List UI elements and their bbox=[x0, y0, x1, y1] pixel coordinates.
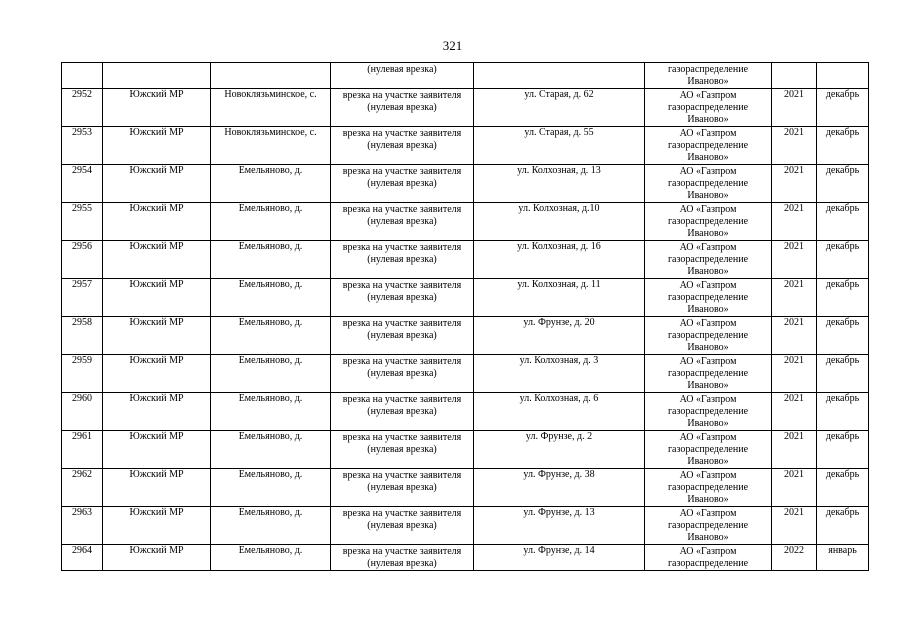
cell-number: 2952 bbox=[62, 89, 103, 127]
organization-line: газораспределение bbox=[667, 178, 749, 189]
cell-settlement: Емельяново, д. bbox=[211, 469, 331, 507]
organization-line: газораспределение bbox=[667, 102, 749, 113]
organization-line: Иваново» bbox=[687, 494, 729, 505]
cell-month: декабрь bbox=[817, 469, 869, 507]
table-row bbox=[62, 469, 869, 507]
organization-line: газораспределение bbox=[667, 558, 749, 569]
organization-line: Иваново» bbox=[687, 456, 729, 467]
cell-organization bbox=[645, 355, 772, 393]
cell-district: Южский МР bbox=[103, 165, 211, 203]
cell-settlement: Емельяново, д. bbox=[211, 355, 331, 393]
cell-district: Южский МР bbox=[103, 469, 211, 507]
table-body bbox=[62, 63, 869, 571]
cell-district: Южский МР bbox=[103, 279, 211, 317]
cell-work-type bbox=[331, 127, 474, 165]
cell-year: 2022 bbox=[772, 545, 817, 571]
cell-work-type bbox=[331, 507, 474, 545]
work-type-line: (нулевая врезка) bbox=[367, 520, 437, 531]
cell-number: 2958 bbox=[62, 317, 103, 355]
cell-organization bbox=[645, 545, 772, 571]
table-row bbox=[62, 545, 869, 571]
organization-line: Иваново» bbox=[687, 152, 729, 163]
cell-work-type bbox=[331, 431, 474, 469]
table-row bbox=[62, 431, 869, 469]
table-row-continuation bbox=[62, 63, 869, 89]
cell-year: 2021 bbox=[772, 317, 817, 355]
work-type-line: врезка на участке заявителя bbox=[342, 204, 462, 215]
cell-address: ул. Колхозная, д. 3 bbox=[474, 355, 645, 393]
cell-district: Южский МР bbox=[103, 355, 211, 393]
organization-line: газораспределение bbox=[667, 140, 749, 151]
organization-line: Иваново» bbox=[687, 532, 729, 543]
cell-month bbox=[817, 63, 869, 89]
cell-settlement: Емельяново, д. bbox=[211, 431, 331, 469]
cell-month: декабрь bbox=[817, 203, 869, 241]
cell-year: 2021 bbox=[772, 355, 817, 393]
table-row bbox=[62, 241, 869, 279]
table-row bbox=[62, 279, 869, 317]
cell-work-type bbox=[331, 355, 474, 393]
work-type-line: (нулевая врезка) bbox=[367, 444, 437, 455]
cell-number: 2957 bbox=[62, 279, 103, 317]
cell-district bbox=[103, 63, 211, 89]
cell-address: ул. Колхозная, д.10 bbox=[474, 203, 645, 241]
organization-line: АО «Газпром bbox=[679, 166, 737, 177]
table-row bbox=[62, 165, 869, 203]
organization-line: АО «Газпром bbox=[679, 394, 737, 405]
registry-table bbox=[61, 62, 869, 571]
work-type-line: врезка на участке заявителя bbox=[342, 128, 462, 139]
cell-work-type bbox=[331, 165, 474, 203]
cell-organization bbox=[645, 127, 772, 165]
organization-line: Иваново» bbox=[687, 266, 729, 277]
work-type-line: (нулевая врезка) bbox=[367, 178, 437, 189]
organization-line: Иваново» bbox=[687, 114, 729, 125]
cell-district: Южский МР bbox=[103, 127, 211, 165]
cell-settlement: Емельяново, д. bbox=[211, 317, 331, 355]
cell-organization bbox=[645, 279, 772, 317]
work-type-line: (нулевая врезка) bbox=[367, 254, 437, 265]
cell-settlement: Новоклязьминское, с. bbox=[211, 89, 331, 127]
cell-organization bbox=[645, 507, 772, 545]
cell-address: ул. Фрунзе, д. 2 bbox=[474, 431, 645, 469]
cell-work-type bbox=[331, 203, 474, 241]
cell-number: 2964 bbox=[62, 545, 103, 571]
cell-year: 2021 bbox=[772, 89, 817, 127]
work-type-line: врезка на участке заявителя bbox=[342, 280, 462, 291]
cell-month: декабрь bbox=[817, 127, 869, 165]
cell-year: 2021 bbox=[772, 469, 817, 507]
cell-address: ул. Колхозная, д. 6 bbox=[474, 393, 645, 431]
organization-line: газораспределение bbox=[667, 254, 749, 265]
cell-year: 2021 bbox=[772, 241, 817, 279]
cell-number: 2963 bbox=[62, 507, 103, 545]
cell-settlement: Емельяново, д. bbox=[211, 545, 331, 571]
cell-month: декабрь bbox=[817, 355, 869, 393]
cell-organization bbox=[645, 63, 772, 89]
work-type-line: врезка на участке заявителя bbox=[342, 318, 462, 329]
table-row bbox=[62, 127, 869, 165]
cell-year bbox=[772, 63, 817, 89]
cell-month: декабрь bbox=[817, 241, 869, 279]
organization-line: газораспределение bbox=[667, 64, 749, 75]
organization-line: газораспределение bbox=[667, 368, 749, 379]
organization-line: АО «Газпром bbox=[679, 280, 737, 291]
cell-number: 2962 bbox=[62, 469, 103, 507]
cell-number bbox=[62, 63, 103, 89]
organization-line: Иваново» bbox=[687, 76, 729, 87]
cell-work-type bbox=[331, 63, 474, 89]
cell-settlement: Новоклязьминское, с. bbox=[211, 127, 331, 165]
cell-district: Южский МР bbox=[103, 507, 211, 545]
organization-line: Иваново» bbox=[687, 380, 729, 391]
work-type-line: врезка на участке заявителя bbox=[342, 166, 462, 177]
work-type-line: (нулевая врезка) bbox=[367, 482, 437, 493]
cell-number: 2955 bbox=[62, 203, 103, 241]
page-number: 321 bbox=[442, 38, 463, 53]
cell-settlement: Емельяново, д. bbox=[211, 279, 331, 317]
cell-organization bbox=[645, 89, 772, 127]
cell-year: 2021 bbox=[772, 507, 817, 545]
cell-organization bbox=[645, 393, 772, 431]
organization-line: Иваново» bbox=[687, 342, 729, 353]
work-type-line: (нулевая врезка) bbox=[367, 368, 437, 379]
cell-district: Южский МР bbox=[103, 545, 211, 571]
cell-address: ул. Старая, д. 55 bbox=[474, 127, 645, 165]
cell-work-type bbox=[331, 393, 474, 431]
cell-work-type bbox=[331, 545, 474, 571]
cell-address bbox=[474, 63, 645, 89]
work-type-line: врезка на участке заявителя bbox=[342, 546, 462, 557]
work-type-line: (нулевая врезка) bbox=[367, 292, 437, 303]
table-row bbox=[62, 507, 869, 545]
organization-line: Иваново» bbox=[687, 304, 729, 315]
cell-number: 2956 bbox=[62, 241, 103, 279]
cell-address: ул. Колхозная, д. 13 bbox=[474, 165, 645, 203]
cell-year: 2021 bbox=[772, 203, 817, 241]
organization-line: АО «Газпром bbox=[679, 432, 737, 443]
cell-month: декабрь bbox=[817, 431, 869, 469]
cell-organization bbox=[645, 241, 772, 279]
cell-address: ул. Колхозная, д. 11 bbox=[474, 279, 645, 317]
cell-year: 2021 bbox=[772, 393, 817, 431]
work-type-line: врезка на участке заявителя bbox=[342, 394, 462, 405]
cell-address: ул. Фрунзе, д. 14 bbox=[474, 545, 645, 571]
organization-line: газораспределение bbox=[667, 444, 749, 455]
cell-year: 2021 bbox=[772, 431, 817, 469]
work-type-line: врезка на участке заявителя bbox=[342, 356, 462, 367]
cell-number: 2961 bbox=[62, 431, 103, 469]
organization-line: газораспределение bbox=[667, 216, 749, 227]
table-row bbox=[62, 317, 869, 355]
organization-line: АО «Газпром bbox=[679, 356, 737, 367]
cell-organization bbox=[645, 317, 772, 355]
organization-line: АО «Газпром bbox=[679, 128, 737, 139]
cell-month: январь bbox=[817, 545, 869, 571]
cell-address: ул. Колхозная, д. 16 bbox=[474, 241, 645, 279]
work-type-line: врезка на участке заявителя bbox=[342, 242, 462, 253]
organization-line: газораспределение bbox=[667, 520, 749, 531]
organization-line: АО «Газпром bbox=[679, 508, 737, 519]
work-type-line: (нулевая врезка) bbox=[367, 216, 437, 227]
organization-line: АО «Газпром bbox=[679, 204, 737, 215]
cell-year: 2021 bbox=[772, 279, 817, 317]
work-type-line: (нулевая врезка) bbox=[367, 140, 437, 151]
table-row bbox=[62, 393, 869, 431]
organization-line: АО «Газпром bbox=[679, 318, 737, 329]
organization-line: газораспределение bbox=[667, 406, 749, 417]
organization-line: АО «Газпром bbox=[679, 90, 737, 101]
cell-organization bbox=[645, 469, 772, 507]
cell-number: 2954 bbox=[62, 165, 103, 203]
organization-line: Иваново» bbox=[687, 228, 729, 239]
work-type-line: врезка на участке заявителя bbox=[342, 432, 462, 443]
cell-work-type bbox=[331, 89, 474, 127]
table-row bbox=[62, 203, 869, 241]
table-row bbox=[62, 89, 869, 127]
cell-month: декабрь bbox=[817, 279, 869, 317]
work-type-line: (нулевая врезка) bbox=[367, 406, 437, 417]
cell-settlement: Емельяново, д. bbox=[211, 393, 331, 431]
cell-address: ул. Фрунзе, д. 13 bbox=[474, 507, 645, 545]
cell-district: Южский МР bbox=[103, 241, 211, 279]
work-type-line: (нулевая врезка) bbox=[367, 102, 437, 113]
organization-line: Иваново» bbox=[687, 418, 729, 429]
cell-district: Южский МР bbox=[103, 203, 211, 241]
cell-district: Южский МР bbox=[103, 393, 211, 431]
work-type-line: врезка на участке заявителя bbox=[342, 470, 462, 481]
cell-month: декабрь bbox=[817, 507, 869, 545]
cell-district: Южский МР bbox=[103, 431, 211, 469]
organization-line: газораспределение bbox=[667, 482, 749, 493]
work-type-line: (нулевая врезка) bbox=[367, 558, 437, 569]
organization-line: АО «Газпром bbox=[679, 242, 737, 253]
work-type-line: (нулевая врезка) bbox=[367, 64, 437, 75]
cell-work-type bbox=[331, 317, 474, 355]
cell-number: 2959 bbox=[62, 355, 103, 393]
cell-year: 2021 bbox=[772, 165, 817, 203]
cell-organization bbox=[645, 431, 772, 469]
work-type-line: врезка на участке заявителя bbox=[342, 508, 462, 519]
cell-month: декабрь bbox=[817, 89, 869, 127]
cell-number: 2953 bbox=[62, 127, 103, 165]
cell-month: декабрь bbox=[817, 393, 869, 431]
cell-number: 2960 bbox=[62, 393, 103, 431]
organization-line: газораспределение bbox=[667, 330, 749, 341]
cell-work-type bbox=[331, 279, 474, 317]
cell-address: ул. Старая, д. 62 bbox=[474, 89, 645, 127]
work-type-line: (нулевая врезка) bbox=[367, 330, 437, 341]
cell-work-type bbox=[331, 469, 474, 507]
organization-line: АО «Газпром bbox=[679, 470, 737, 481]
organization-line: газораспределение bbox=[667, 292, 749, 303]
cell-address: ул. Фрунзе, д. 38 bbox=[474, 469, 645, 507]
cell-settlement bbox=[211, 63, 331, 89]
cell-month: декабрь bbox=[817, 317, 869, 355]
organization-line: АО «Газпром bbox=[679, 546, 737, 557]
cell-settlement: Емельяново, д. bbox=[211, 165, 331, 203]
work-type-line: врезка на участке заявителя bbox=[342, 90, 462, 101]
cell-district: Южский МР bbox=[103, 317, 211, 355]
cell-month: декабрь bbox=[817, 165, 869, 203]
cell-work-type bbox=[331, 241, 474, 279]
table-row bbox=[62, 355, 869, 393]
cell-district: Южский МР bbox=[103, 89, 211, 127]
cell-settlement: Емельяново, д. bbox=[211, 241, 331, 279]
cell-settlement: Емельяново, д. bbox=[211, 507, 331, 545]
organization-line: Иваново» bbox=[687, 190, 729, 201]
cell-organization bbox=[645, 165, 772, 203]
cell-organization bbox=[645, 203, 772, 241]
cell-settlement: Емельяново, д. bbox=[211, 203, 331, 241]
cell-year: 2021 bbox=[772, 127, 817, 165]
cell-address: ул. Фрунзе, д. 20 bbox=[474, 317, 645, 355]
